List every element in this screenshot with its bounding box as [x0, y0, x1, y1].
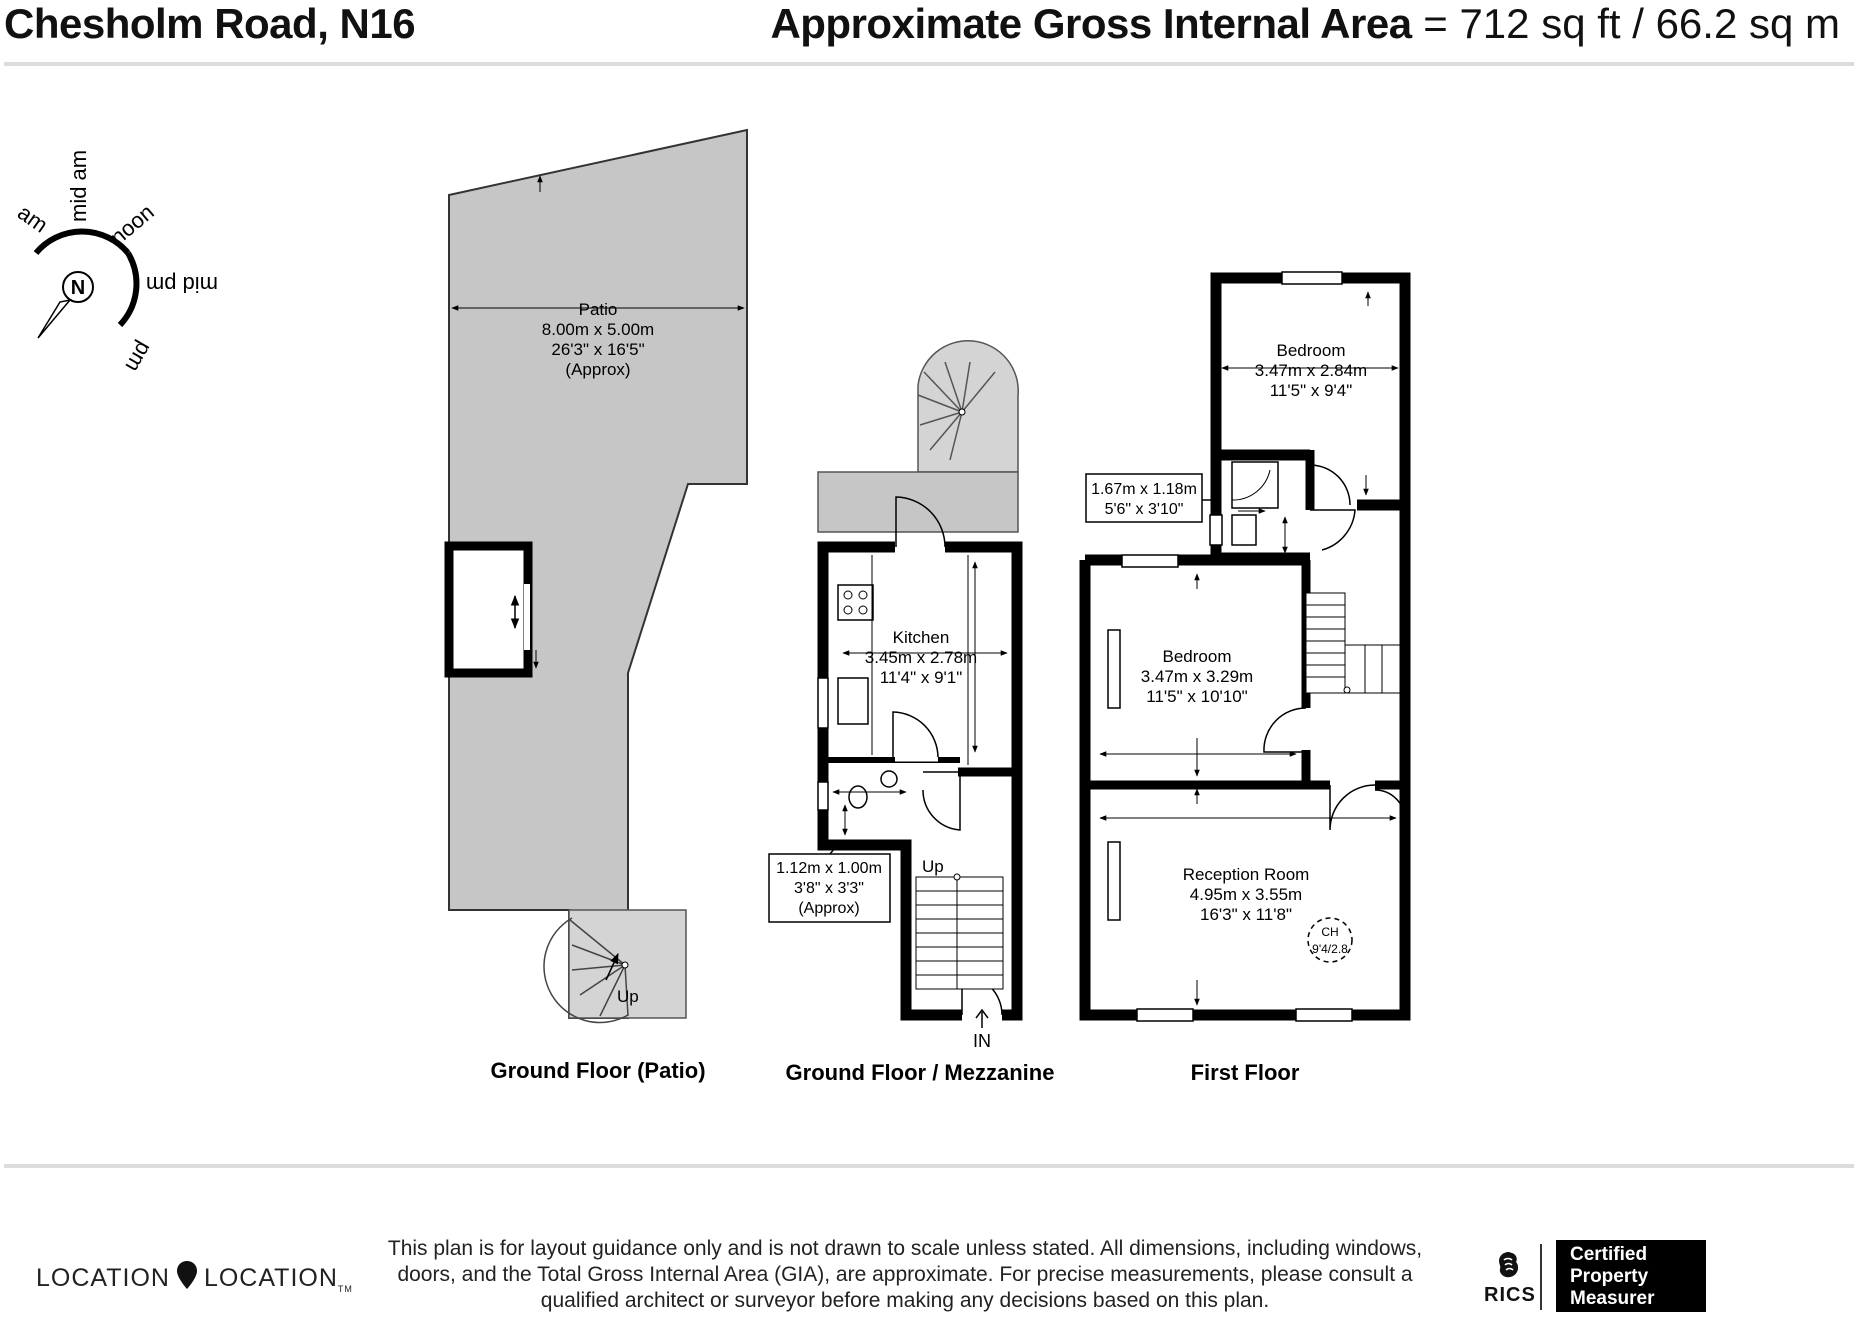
gross-area-label: Approximate Gross Internal Area [770, 0, 1412, 47]
shower-imperial: 5'6" x 3'10" [1104, 501, 1184, 518]
compass-label-mid-am: mid am [66, 149, 91, 222]
badge-line-2: Property [1570, 1266, 1649, 1287]
wc-note: (Approx) [798, 900, 860, 917]
bedroom-mid-metric: 3.47m x 3.29m [1140, 667, 1254, 686]
compass-icon [13, 150, 218, 377]
reception-metric: 4.95m x 3.55m [1189, 885, 1303, 904]
badge-line-3: Measurer [1570, 1288, 1655, 1309]
brand-word-left: LOCATION [36, 1264, 170, 1292]
brand-word-right: LOCATION [203, 1264, 338, 1292]
bedroom-top-metric: 3.47m x 2.84m [1254, 361, 1368, 380]
patio-stair-label: Up [617, 987, 639, 1006]
kitchen-metric: 3.45m x 2.78m [864, 648, 978, 667]
ground-spiral-stair-icon [918, 341, 1018, 472]
kitchen-name: Kitchen [892, 628, 950, 647]
first-floor-plan [1085, 272, 1405, 1021]
ceiling-height-label: CH [1321, 925, 1339, 939]
rics-lion-icon [1494, 1250, 1524, 1280]
compass-label-am: am [13, 199, 53, 238]
entrance-label: IN [973, 1031, 991, 1051]
patio-name: Patio [578, 300, 618, 319]
ground-straight-stair-icon [916, 874, 1003, 989]
patio-note: (Approx) [565, 360, 631, 379]
reception-imperial: 16'3" x 11'8" [1200, 905, 1292, 924]
bedroom-top-imperial: 11'5" x 9'4" [1269, 381, 1353, 400]
gross-area-value: = 712 sq ft / 66.2 sq m [1423, 0, 1840, 47]
compass-north: N [70, 277, 86, 299]
bedroom-mid-name: Bedroom [1162, 647, 1232, 666]
brand-tm: TM [337, 1284, 353, 1294]
ground-stair-label: Up [922, 857, 944, 876]
ground-floor-plan [769, 341, 1020, 1051]
patio-imperial: 26'3" x 16'5" [551, 340, 645, 359]
certified-measurer-badge [1556, 1240, 1706, 1312]
compass-label-mid-pm: mid pm [145, 272, 218, 297]
badge-line-1: Certified [1570, 1244, 1648, 1265]
kitchen-imperial: 11'4" x 9'1" [879, 668, 963, 687]
ceiling-height-value: 9'4/2.8 [1312, 942, 1348, 956]
section-title-patio: Ground Floor (Patio) [490, 1058, 706, 1083]
patio-plan [449, 130, 747, 1023]
ceiling-height-badge [1308, 918, 1352, 962]
section-title-ground: Ground Floor / Mezzanine [785, 1060, 1055, 1085]
wc-metric: 1.12m x 1.00m [776, 860, 882, 877]
bedroom-mid-imperial: 11'5" x 10'10" [1146, 687, 1248, 706]
first-floor-stair-icon [1306, 593, 1400, 693]
location-location-logo [36, 1260, 353, 1294]
rics-divider [1540, 1244, 1542, 1310]
patio-spiral-stair-icon [544, 910, 686, 1023]
property-address: Chesholm Road, N16 [4, 0, 416, 47]
map-pin-icon [176, 1260, 198, 1290]
rics-wordmark: RICS [1484, 1284, 1536, 1306]
section-title-first: First Floor [1190, 1060, 1300, 1085]
compass-label-pm: pm [120, 337, 158, 377]
patio-metric: 8.00m x 5.00m [541, 320, 655, 339]
compass-label-noon: noon [105, 199, 159, 250]
disclaimer-text: This plan is for layout guidance only and is not drawn to scale unless stated. All dimensions, including windows, doors, and the Total Gross Internal Area (GIA), are approximate. For precise measurements, please consult a qualified architect or surveyor before making any decisions based on this plan. [387, 1237, 1423, 1312]
shower-metric: 1.67m x 1.18m [1091, 481, 1197, 498]
wc-imperial: 3'8" x 3'3" [794, 880, 864, 897]
reception-name: Reception Room [1182, 865, 1310, 884]
bedroom-top-name: Bedroom [1276, 341, 1346, 360]
